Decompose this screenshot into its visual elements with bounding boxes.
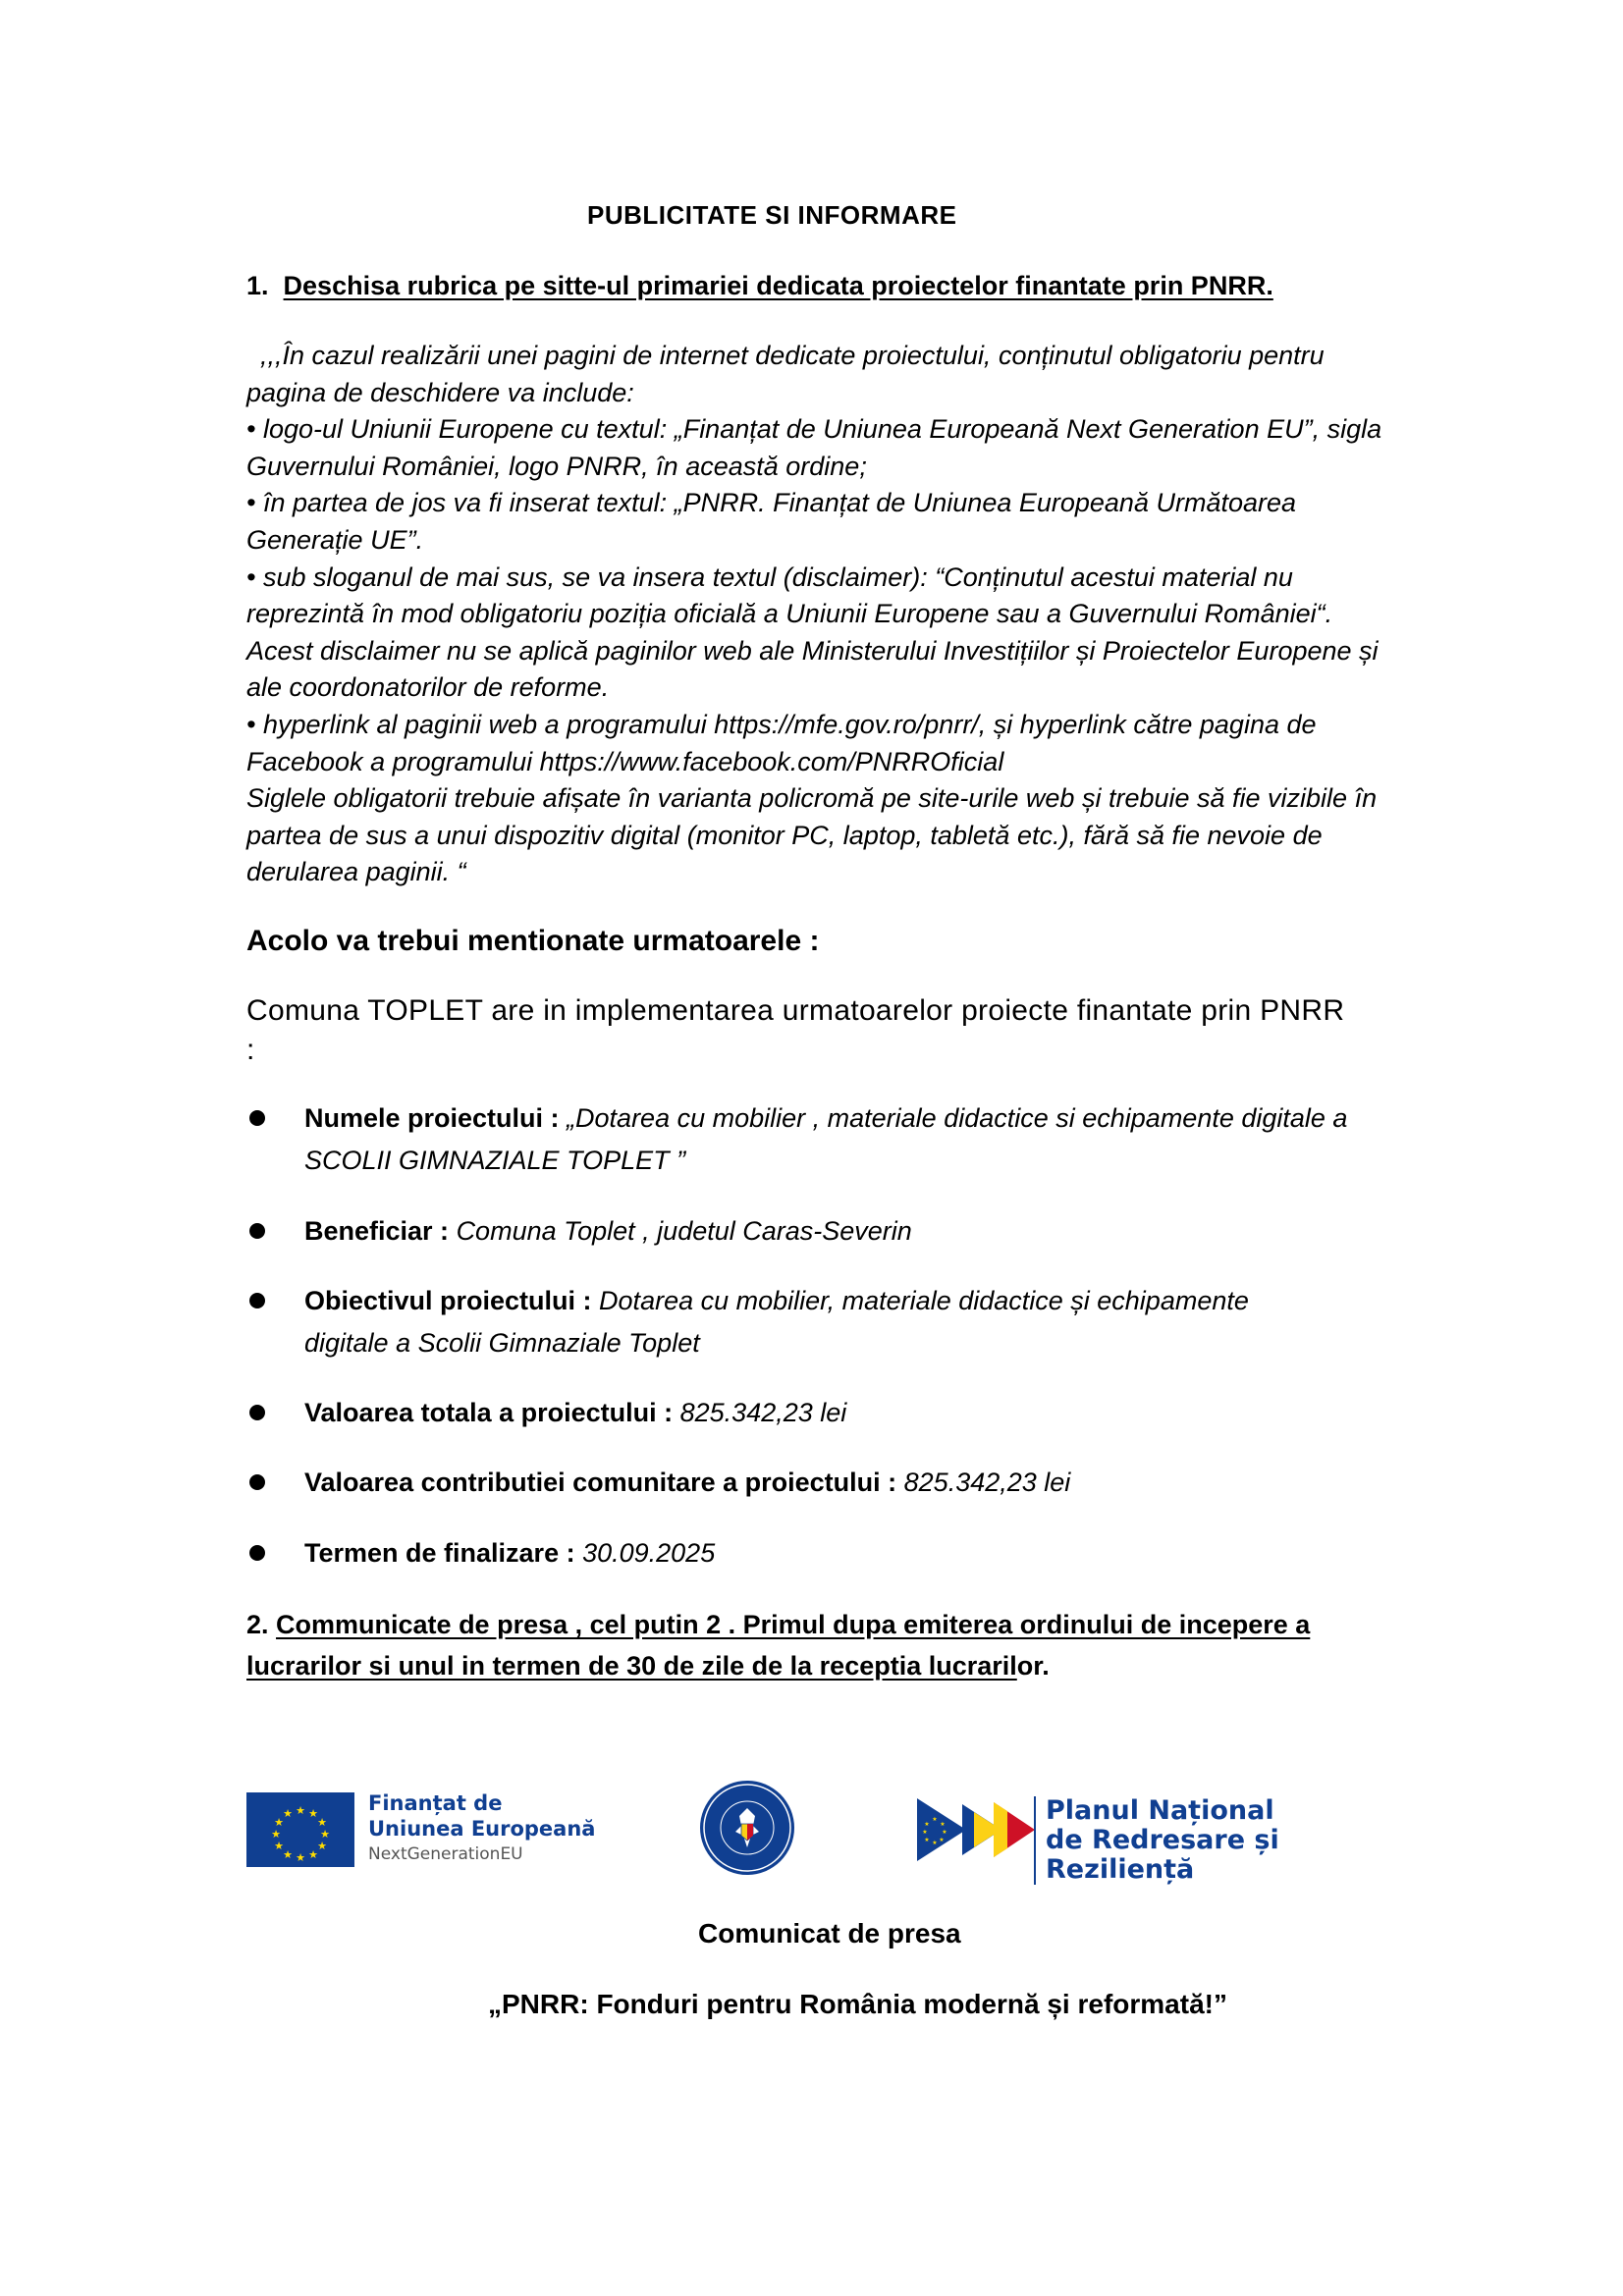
svg-text:★: ★	[942, 1829, 947, 1836]
section-1-text: Deschisa rubrica pe sitte-ul primariei dedicata proiectelor finantate prin PNRR.	[283, 271, 1273, 300]
section-1-heading	[246, 271, 1273, 301]
pnrr-logo-text	[1034, 1796, 1390, 1885]
section-2-line-2: lucrarilor si unul in termen de 30 de zile de la receptia lucraril	[246, 1651, 1017, 1681]
section-2-line-1: Communicate de presa , cel putin 2 . Primul dupa emiterea ordinului de incepere a	[276, 1610, 1311, 1639]
svg-text:★: ★	[317, 1840, 327, 1852]
bullet-icon	[249, 1293, 265, 1308]
svg-text:★: ★	[939, 1837, 945, 1843]
item-label: Termen de finalizare :	[304, 1538, 583, 1568]
svg-text:★: ★	[283, 1848, 293, 1861]
svg-text:★: ★	[271, 1828, 281, 1841]
item-value: 825.342,23 lei	[903, 1468, 1071, 1497]
svg-text:★: ★	[274, 1816, 284, 1829]
item-label: Numele proiectului :	[304, 1103, 568, 1133]
section-2-heading	[246, 1604, 1425, 1686]
item-value: Comuna Toplet , judetul Caras-Severin	[456, 1216, 912, 1246]
svg-text:★: ★	[296, 1851, 305, 1864]
item-label: Beneficiar :	[304, 1216, 457, 1246]
svg-text:★: ★	[924, 1821, 930, 1828]
item-value: 30.09.2025	[582, 1538, 716, 1568]
eu-funding-text	[368, 1790, 595, 1867]
press-release-heading: Comunicat de presa	[698, 1918, 961, 1949]
item-value: Dotarea cu mobilier, materiale didactice și echipamente digitale a Scolii Gimnaziale Toplet	[304, 1286, 1249, 1358]
svg-text:★: ★	[932, 1840, 938, 1846]
section-1-number: 1.	[246, 271, 269, 300]
section-2-line-2-tail: or.	[1016, 1651, 1050, 1681]
list-item-deadline	[246, 1532, 1405, 1575]
svg-text:★: ★	[283, 1807, 293, 1820]
svg-text:★: ★	[296, 1804, 305, 1817]
list-item-beneficiary	[246, 1210, 1405, 1253]
svg-text:★: ★	[320, 1828, 330, 1841]
svg-text:★: ★	[932, 1816, 938, 1823]
quote-item-logos: • logo-ul Uniunii Europene cu textul: „Finanțat de Uniunea Europeană Next Generation EU”, sigla Guvernului României, logo PNRR, în această ordine;	[246, 414, 1382, 481]
eu-text-line-2: Uniunea Europeană	[368, 1817, 596, 1841]
pnrr-logo-icon	[917, 1798, 1035, 1861]
quote-logo-note: Siglele obligatorii trebuie afișate în varianta policromă pe site-urile web și trebuie să fie vizibile în partea de sus a unui dispozitiv digital (monitor PC, laptop, tabletă etc.), fără să fie nevoie de derularea paginii. “	[246, 783, 1378, 887]
item-label: Valoarea contributiei comunitare a proiectului :	[304, 1468, 904, 1497]
mention-heading: Acolo va trebui mentionate urmatoarele :	[246, 925, 820, 957]
commune-intro: Comuna TOPLET are in implementarea urmatoarelor proiecte finantate prin PNRR :	[246, 994, 1345, 1066]
bullet-icon	[249, 1405, 265, 1420]
eu-text-line-1: Finanțat de	[368, 1791, 503, 1815]
svg-text:★: ★	[317, 1816, 327, 1829]
item-value: „Dotarea cu mobilier , materiale didactice si echipamente digitale a SCOLII GIMNAZIALE TOPLET ”	[304, 1103, 1348, 1175]
list-item-total-value	[246, 1392, 1405, 1434]
quote-item-hyperlinks: • hyperlink al paginii web a programului https://mfe.gov.ro/pnrr/, și hyperlink către pagina de Facebook a programului https://www.facebook.com/PNRROficial	[246, 709, 1317, 776]
item-label: Obiectivul proiectului :	[304, 1286, 600, 1315]
romanian-government-seal	[698, 1779, 796, 1877]
pnrr-text-line-1: Planul Național	[1046, 1795, 1274, 1826]
list-item-contribution	[246, 1462, 1405, 1504]
list-item-project-name	[246, 1097, 1405, 1182]
bullet-icon	[249, 1110, 265, 1126]
pnrr-text-line-2: de Redresare și Reziliență	[1046, 1825, 1279, 1885]
svg-text:★: ★	[308, 1807, 318, 1820]
svg-text:★: ★	[924, 1837, 930, 1843]
list-item-objective	[246, 1280, 1336, 1364]
svg-text:★: ★	[940, 1821, 946, 1828]
bullet-icon	[249, 1474, 265, 1490]
eu-text-line-3: NextGenerationEU	[368, 1844, 523, 1864]
item-label: Valoarea totala a proiectului :	[304, 1398, 680, 1427]
svg-text:★: ★	[308, 1848, 318, 1861]
press-release-slogan: „PNRR: Fonduri pentru România modernă și reformată!”	[488, 1989, 1227, 2019]
document-title: PUBLICITATE SI INFORMARE	[587, 200, 957, 230]
requirements-quote	[246, 338, 1395, 891]
quote-intro: ,,,În cazul realizării unei pagini de internet dedicate proiectului, conținutul obligatoriu pentru pagina de deschidere va include:	[246, 341, 1325, 407]
eu-flag-icon	[246, 1792, 354, 1867]
quote-item-disclaimer: • sub sloganul de mai sus, se va insera textul (disclaimer): “Conținutul acestui material nu reprezintă în mod obligatoriu poziția oficială a Uniunii Europene sau a Guvernului României“. Acest disclaimer nu se aplică paginilor web ale Ministerului Investițiilor și Proiectelor Europene și ale coordonatorilor de reforme.	[246, 561, 1379, 703]
svg-text:★: ★	[274, 1840, 284, 1852]
logo-strip	[246, 1779, 1390, 1887]
svg-text:★: ★	[922, 1829, 928, 1836]
bullet-icon	[249, 1545, 265, 1561]
section-2-number: 2.	[246, 1610, 277, 1639]
bullet-icon	[249, 1223, 265, 1239]
quote-item-footer-text: • în partea de jos va fi inserat textul: „PNRR. Finanțat de Uniunea Europeană Următoarea Generație UE”.	[246, 488, 1297, 555]
item-value: 825.342,23 lei	[679, 1398, 847, 1427]
